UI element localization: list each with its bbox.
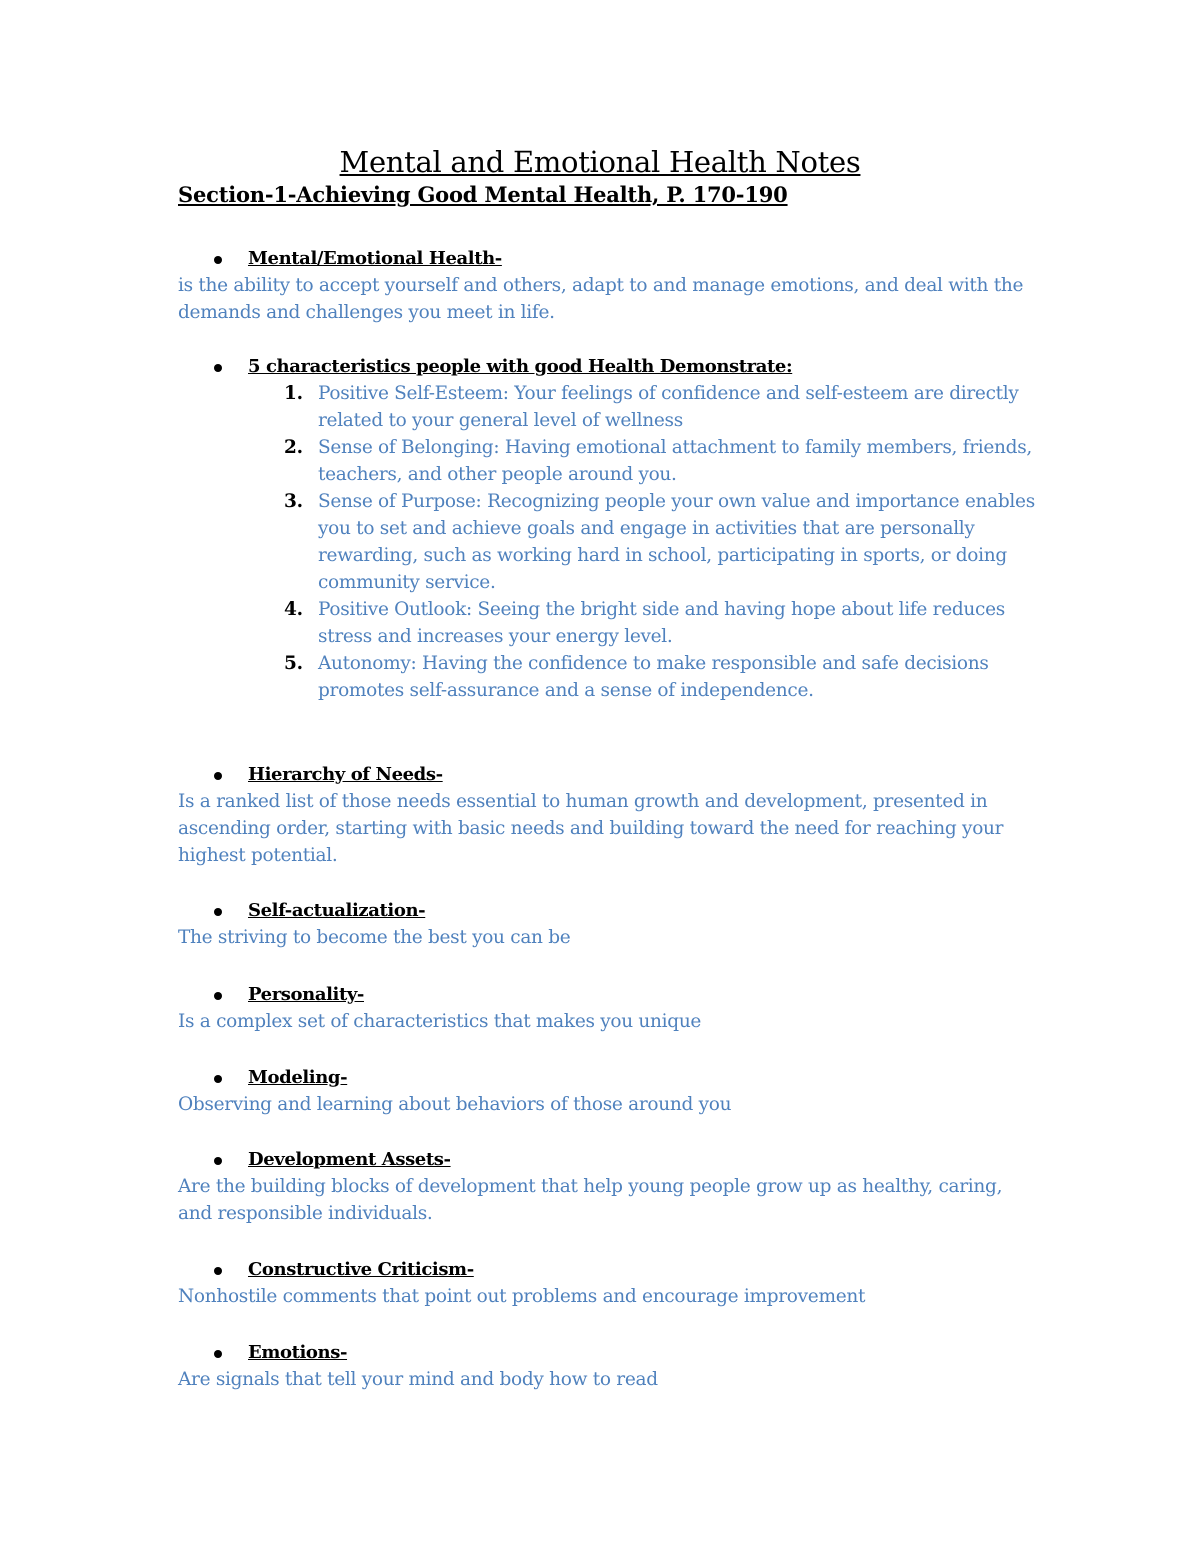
- page-title: Mental and Emotional Health Notes: [339, 145, 861, 179]
- list-number: 5.: [284, 653, 303, 674]
- note-entry-personality: [178, 982, 1038, 1035]
- list-item-text: Autonomy: Having the confidence to make responsible and safe decisions promotes self-assurance and a sense of independence.: [318, 653, 989, 701]
- term-definition: Observing and learning about behaviors of those around you: [178, 1094, 732, 1115]
- term-heading: [178, 1257, 1038, 1283]
- term-label: Hierarchy of Needs-: [248, 764, 443, 785]
- bullet-icon: [214, 1350, 222, 1358]
- note-entry-modeling: [178, 1065, 1038, 1118]
- note-entry-emotions: [178, 1340, 1038, 1393]
- section-heading: Section-1-Achieving Good Mental Health, P. 170-190: [178, 182, 788, 207]
- list-item: [178, 650, 1038, 704]
- bullet-icon: [214, 908, 222, 916]
- term-label: 5 characteristics people with good Health Demonstrate:: [248, 356, 793, 377]
- term-heading: [178, 1065, 1038, 1091]
- list-item-text: Sense of Purpose: Recognizing people your own value and importance enables you to set and achieve goals and engage in activities that are personally rewarding, such as working hard in school, participating in sports, or doing community service.: [318, 491, 1035, 593]
- bullet-icon: [214, 1075, 222, 1083]
- list-item-text: Positive Outlook: Seeing the bright side and having hope about life reduces stress and increases your energy level.: [318, 599, 1005, 647]
- term-heading: [178, 1340, 1038, 1366]
- term-label: Modeling-: [248, 1067, 348, 1088]
- list-item: [178, 434, 1038, 488]
- term-label: Constructive Criticism-: [248, 1259, 474, 1280]
- list-number: 2.: [284, 437, 303, 458]
- list-number: 4.: [284, 599, 303, 620]
- bullet-icon: [214, 992, 222, 1000]
- term-definition: Is a complex set of characteristics that makes you unique: [178, 1011, 702, 1032]
- term-definition: The striving to become the best you can be: [178, 927, 571, 948]
- bullet-icon: [214, 1267, 222, 1275]
- note-entry-hierarchy-of-needs: [178, 762, 1038, 869]
- term-heading: [178, 762, 1038, 788]
- term-definition: Nonhostile comments that point out problems and encourage improvement: [178, 1286, 866, 1307]
- term-definition: is the ability to accept yourself and others, adapt to and manage emotions, and deal with the demands and challenges you meet in life.: [178, 275, 1024, 323]
- term-heading: [178, 982, 1038, 1008]
- term-definition: Are the building blocks of development that help young people grow up as healthy, caring, and responsible individuals.: [178, 1176, 1003, 1224]
- bullet-icon: [214, 364, 222, 372]
- list-item-text: Sense of Belonging: Having emotional attachment to family members, friends, teachers, and other people around you.: [318, 437, 1032, 485]
- term-label: Emotions-: [248, 1342, 348, 1363]
- term-definition: Are signals that tell your mind and body how to read: [178, 1369, 658, 1390]
- characteristics-list: [178, 380, 1038, 704]
- bullet-icon: [214, 772, 222, 780]
- bullet-icon: [214, 256, 222, 264]
- list-item-text: Positive Self-Esteem: Your feelings of confidence and self-esteem are directly related to your general level of wellness: [318, 383, 1019, 431]
- term-label: Development Assets-: [248, 1149, 451, 1170]
- term-label: Personality-: [248, 984, 364, 1005]
- list-item: [178, 596, 1038, 650]
- term-heading: [178, 354, 1038, 380]
- list-number: 3.: [284, 491, 303, 512]
- note-entry-development-assets: [178, 1147, 1038, 1227]
- term-heading: [178, 246, 1038, 272]
- list-item: [178, 488, 1038, 596]
- term-label: Mental/Emotional Health-: [248, 248, 502, 269]
- note-entry-self-actualization: [178, 898, 1038, 951]
- list-number: 1.: [284, 383, 303, 404]
- term-definition: Is a ranked list of those needs essential to human growth and development, presented in ascending order, starting with basic needs and building toward the need for reaching your highest potential.: [178, 791, 1004, 866]
- note-entry-characteristics: [178, 354, 1038, 704]
- term-heading: [178, 1147, 1038, 1173]
- note-entry-mental-emotional-health: [178, 246, 1038, 326]
- bullet-icon: [214, 1157, 222, 1165]
- term-label: Self-actualization-: [248, 900, 426, 921]
- term-heading: [178, 898, 1038, 924]
- list-item: [178, 380, 1038, 434]
- note-entry-constructive-criticism: [178, 1257, 1038, 1310]
